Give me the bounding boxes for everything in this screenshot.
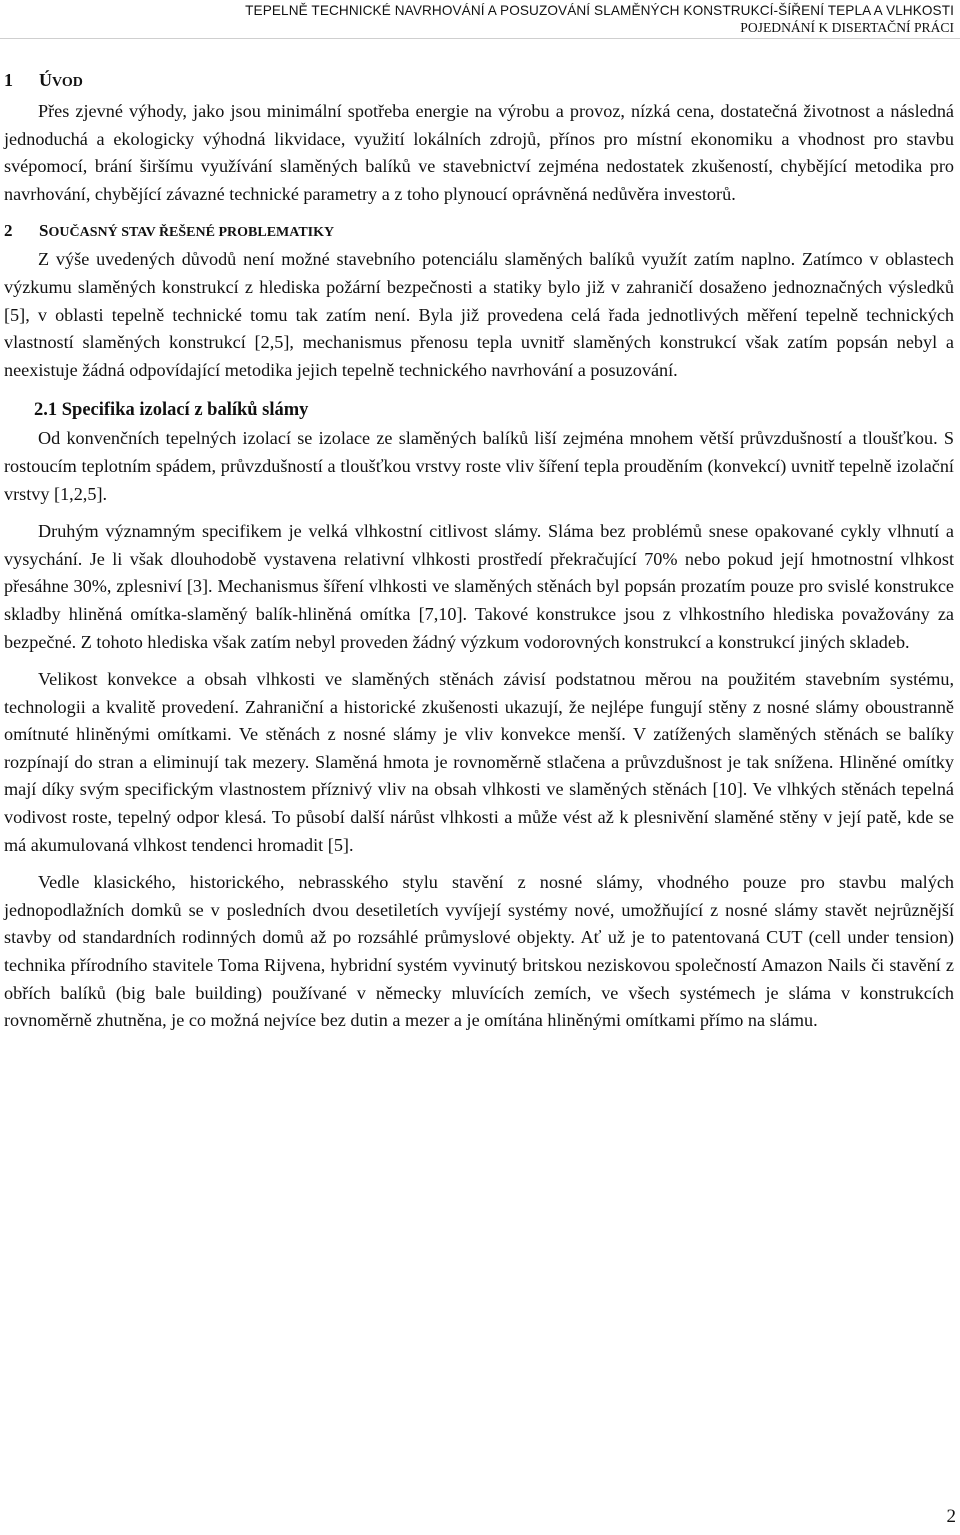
page-body xyxy=(4,68,954,1035)
section-2-1-paragraph-1: Od konvenčních tepelných izolací se izolace ze slaměných balíků liší zejména mnohem větší průvzdušností a tloušťkou. S rostoucím teplotním spádem, průvzdušností a tloušťkou vrstvy roste vliv šíření tepla prouděním (konvekcí) uvnitř tepelně izolační vrstvy [1,2,5]. xyxy=(4,428,954,504)
section-1-title-rest: VOD xyxy=(52,75,83,90)
section-2-1-paragraph-2: Druhým významným specifikem je velká vlhkostní citlivost slámy. Sláma bez problémů snese opakované cykly vlhnutí a vysychání. Je li však dlouhodobě vystavena relativní vlhkosti prostředí překračující 70% nebo pokud její hmotnostní vlhkost přesáhne 30%, zplesniví [3]. Mechanismus šíření vlhkosti ve slaměných stěnách byl popsán prozatím pouze pro svislé konstrukce skladby hliněná omítka-slaměný balík-hliněná omítka [7,10]. Takové konstrukce jsou z vlhkostního hlediska považovány za bezpečné. Z tohoto hlediska však zatím nebyl proveden žádný výzkum vodorovných konstrukcí a konstrukcí jiných skladeb. xyxy=(4,521,954,652)
header-divider xyxy=(0,38,960,39)
section-2-title-initial: S xyxy=(39,221,49,241)
section-2-title-rest: OUČASNÝ STAV ŘEŠENÉ PROBLEMATIKY xyxy=(48,225,335,241)
section-2-number: 2 xyxy=(4,221,13,241)
section-2-heading xyxy=(4,221,954,243)
header-subtitle: POJEDNÁNÍ K DISERTAČNÍ PRÁCI xyxy=(740,20,954,35)
section-2-1-paragraph-3: Velikost konvekce a obsah vlhkosti ve slaměných stěnách závisí podstatnou měrou na použitém stavebním systému, technologii a kvalitě provedení. Zahraniční a historické zkušenosti ukazují, že nejlépe fungují stěny z nosné slámy oboustranně omítnuté hliněnými omítkami. Ve stěnách z nosné slámy je vliv konvekce menší. V zatížených slaměných stěnách se balíky rozpínají do stran a eliminují tak mezery. Slaměná hmota je rovnoměrně stlačena a průvzdušnost je tak snížena. Hliněné omítky mají díky svým specifickým vlastnostem příznivý vliv na obsah vlhkosti ve slaměných stěnách [10]. Ve vlhkých stěnách tepelná vodivost roste, tepelný odpor klesá. To působí další nárůst vlhkosti a může vést až k plesnivění slaměné stěny v její patě, kde se má akumulovaná vlhkost tendenci hromadit [5]. xyxy=(4,669,954,855)
section-1-paragraph: Přes zjevné výhody, jako jsou minimální spotřeba energie na výrobu a provoz, nízká cena, dostatečná životnost a následná jednoduchá a ekologicky výhodná likvidace, využití lokálních zdrojů, přínos pro místní ekonomiku a vhodnost pro stavbu svépomocí, brání širšímu využívání slaměných balíků ve stavebnictví zejména nedostatek zkušeností, chybějící metodika pro navrhování, chybějící závazné technické parametry a z toho plynoucí oprávněná nedůvěra investorů. xyxy=(4,101,954,204)
page-number: 2 xyxy=(946,1506,956,1527)
section-1-number: 1 xyxy=(4,70,13,90)
section-2-1-number: 2.1 xyxy=(34,400,58,421)
section-2-1-title: Specifika izolací z balíků slámy xyxy=(61,400,309,421)
section-2-paragraph: Z výše uvedených důvodů není možné stavebního potenciálu slaměných balíků využít zatím naplno. Zatímco v oblastech výzkumu slaměných konstrukcí z hlediska požární bezpečnosti a statiky bylo již v zahraničí dosaženo jednoznačných výsledků [5], v oblasti tepelně technické tomu tak zatím není. Byla již provedena celá řada jednotlivých měření tepelně technických vlastností slaměných konstrukcí [2,5], mechanismus přenosu tepla uvnitř slaměných konstrukcí však zatím popsán nebyl a neexistuje žádná odpovídající metodika jejich tepelně technického navrhování a posuzování. xyxy=(4,249,954,380)
section-2-1-paragraph-4: Vedle klasického, historického, nebrasského stylu stavění z nosné slámy, vhodného pouze pro stavbu malých jednopodlažních domků se v posledních dvou desetiletích vyvíjejí systémy nové, umožňující z nosné slámy stavět nejrůznější stavby od standardních rodinných domů až po rozsáhlé průmyslové objekty. Ať už je to patentovaná CUT (cell under tension) technika přírodního stavitele Toma Rijvena, hybridní systém vyvinutý britskou neziskovou společností Amazon Nails či stavění z obřích balíků (big bale building) používané v německy mluvících zemích, ve všech systémech je sláma v konstrukcích rovnoměrně zhutněna, je co možná nejvíce bez dutin a mezer a je omítána hliněnými omítkami přímo na slámu. xyxy=(4,872,954,1031)
section-1-title xyxy=(39,68,83,95)
section-1-title-initial: Ú xyxy=(39,70,52,90)
header-title: TEPELNĚ TECHNICKÉ NAVRHOVÁNÍ A POSUZOVÁNÍ SLAMĚNÝCH KONSTRUKCÍ-ŠÍŘENÍ TEPLA A VLHKOSTI xyxy=(245,3,954,18)
section-1-heading xyxy=(4,68,954,95)
running-header xyxy=(245,2,954,36)
section-2-title xyxy=(39,221,334,243)
section-2-1-heading xyxy=(4,398,954,422)
